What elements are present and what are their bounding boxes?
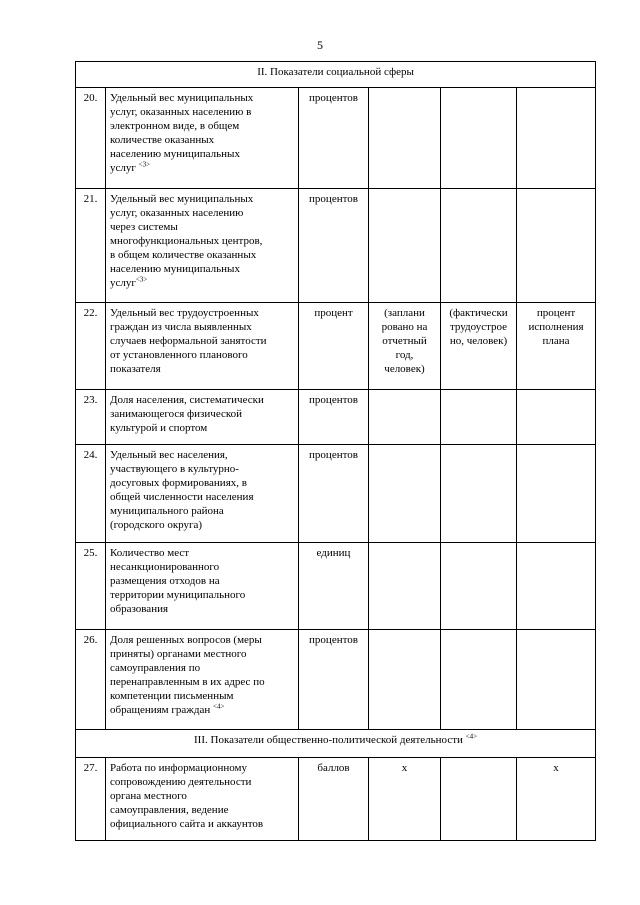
name-line: размещения отходов на bbox=[110, 575, 220, 587]
cell-line: (фактически bbox=[449, 307, 508, 319]
empty-cell bbox=[517, 88, 596, 189]
name-line: Удельный вес населения, bbox=[110, 449, 228, 461]
empty-cell bbox=[369, 390, 441, 445]
name-line: количестве оказанных bbox=[110, 134, 215, 146]
cell-line: отчетный bbox=[382, 335, 427, 347]
name-line: самоуправления, ведение bbox=[110, 804, 229, 816]
name-line: многофункциональных центров, bbox=[110, 235, 263, 247]
empty-cell bbox=[441, 630, 517, 730]
empty-cell bbox=[441, 390, 517, 445]
mark-cell: х bbox=[517, 758, 596, 841]
table-row bbox=[76, 445, 596, 543]
section-title-social: II. Показатели социальной сферы bbox=[76, 62, 596, 88]
name-line: обращениям граждан bbox=[110, 704, 211, 716]
name-line: досуговых формированиях, в bbox=[110, 477, 247, 489]
empty-cell bbox=[369, 445, 441, 543]
unit-cell: единиц bbox=[299, 543, 369, 630]
row-number: 23. bbox=[76, 390, 106, 445]
name-line: сопровождению деятельности bbox=[110, 776, 252, 788]
cell-line: но, человек) bbox=[449, 335, 508, 347]
name-line: компетенции письменным bbox=[110, 690, 234, 702]
cell-line: (заплани bbox=[384, 307, 425, 319]
empty-cell bbox=[517, 445, 596, 543]
table-row bbox=[76, 630, 596, 730]
name-line: несанкционированного bbox=[110, 561, 220, 573]
name-line: услуг, оказанных населению в bbox=[110, 106, 252, 118]
table-row bbox=[76, 543, 596, 630]
name-line: культурой и спортом bbox=[110, 422, 208, 434]
row-number: 25. bbox=[76, 543, 106, 630]
cell-line: трудоустрое bbox=[449, 321, 508, 333]
empty-cell bbox=[517, 630, 596, 730]
name-line: участвующего в культурно- bbox=[110, 463, 239, 475]
indicator-name bbox=[106, 445, 299, 543]
name-line: случаев неформальной занятости bbox=[110, 335, 267, 347]
table-row bbox=[76, 303, 596, 390]
name-line: Доля населения, систематически bbox=[110, 394, 264, 406]
name-line: территории муниципального bbox=[110, 589, 246, 601]
indicators-table bbox=[75, 61, 596, 841]
percent-cell bbox=[517, 303, 596, 390]
indicator-name bbox=[106, 303, 299, 390]
name-line: услуг bbox=[110, 162, 136, 174]
name-line: Доля решенных вопросов (меры bbox=[110, 634, 262, 646]
row-number: 20. bbox=[76, 88, 106, 189]
table-row bbox=[76, 758, 596, 841]
section-title-political: III. Показатели общественно-политической деятельности bbox=[194, 734, 463, 746]
table-row bbox=[76, 390, 596, 445]
page-number: 5 bbox=[317, 38, 323, 52]
unit-cell: баллов bbox=[299, 758, 369, 841]
unit-cell: процентов bbox=[299, 88, 369, 189]
indicator-name bbox=[106, 758, 299, 841]
row-number: 24. bbox=[76, 445, 106, 543]
name-line: органа местного bbox=[110, 790, 187, 802]
unit-cell: процент bbox=[299, 303, 369, 390]
cell-line: год, bbox=[395, 349, 414, 361]
name-line: через системы bbox=[110, 221, 178, 233]
section-row-social bbox=[76, 62, 596, 88]
footnote-ref: <4> bbox=[465, 732, 478, 741]
planned-value-cell bbox=[369, 303, 441, 390]
footnote-ref: <3> bbox=[138, 160, 151, 169]
name-line: самоуправления по bbox=[110, 662, 201, 674]
indicator-name bbox=[106, 390, 299, 445]
empty-cell bbox=[441, 758, 517, 841]
name-line: населению муниципальных bbox=[110, 148, 240, 160]
unit-cell: процентов bbox=[299, 189, 369, 303]
name-line: занимающегося физической bbox=[110, 408, 243, 420]
unit-cell: процентов bbox=[299, 445, 369, 543]
name-line: официального сайта и аккаунтов bbox=[110, 818, 264, 830]
row-number: 21. bbox=[76, 189, 106, 303]
empty-cell bbox=[369, 630, 441, 730]
name-line: показателя bbox=[110, 363, 161, 375]
empty-cell bbox=[441, 445, 517, 543]
indicator-name bbox=[106, 88, 299, 189]
row-number: 22. bbox=[76, 303, 106, 390]
name-line: общей численности населения bbox=[110, 491, 254, 503]
name-line: Удельный вес муниципальных bbox=[110, 193, 254, 205]
footnote-ref: <3> bbox=[135, 275, 148, 284]
table-row bbox=[76, 88, 596, 189]
empty-cell bbox=[517, 390, 596, 445]
name-line: в общем количестве оказанных bbox=[110, 249, 257, 261]
name-line: приняты) органами местного bbox=[110, 648, 247, 660]
name-line: муниципального района bbox=[110, 505, 224, 517]
empty-cell bbox=[369, 543, 441, 630]
name-line: (городского округа) bbox=[110, 519, 203, 531]
empty-cell bbox=[369, 88, 441, 189]
name-line: услуг, оказанных населению bbox=[110, 207, 244, 219]
name-line: Работа по информационному bbox=[110, 762, 247, 774]
actual-value-cell bbox=[441, 303, 517, 390]
name-line: услуг bbox=[110, 277, 136, 289]
name-line: образования bbox=[110, 603, 169, 615]
name-line: населению муниципальных bbox=[110, 263, 240, 275]
empty-cell bbox=[369, 189, 441, 303]
name-line: от установленного планового bbox=[110, 349, 248, 361]
row-number: 26. bbox=[76, 630, 106, 730]
table-row bbox=[76, 189, 596, 303]
cell-line: ровано на bbox=[381, 321, 428, 333]
footnote-ref: <4> bbox=[213, 702, 225, 711]
row-number: 27. bbox=[76, 758, 106, 841]
cell-line: исполнения bbox=[528, 321, 584, 333]
cell-line: плана bbox=[542, 335, 570, 347]
name-line: Удельный вес трудоустроенных bbox=[110, 307, 259, 319]
empty-cell bbox=[441, 189, 517, 303]
indicator-name bbox=[106, 630, 299, 730]
empty-cell bbox=[441, 543, 517, 630]
indicator-name bbox=[106, 189, 299, 303]
empty-cell bbox=[441, 88, 517, 189]
unit-cell: процентов bbox=[299, 630, 369, 730]
name-line: граждан из числа выявленных bbox=[110, 321, 252, 333]
name-line: перенаправленным в их адрес по bbox=[110, 676, 265, 688]
section-row-political bbox=[76, 730, 596, 758]
name-line: Количество мест bbox=[110, 547, 190, 559]
indicator-name bbox=[106, 543, 299, 630]
empty-cell bbox=[517, 189, 596, 303]
name-line: электронном виде, в общем bbox=[110, 120, 240, 132]
empty-cell bbox=[517, 543, 596, 630]
cell-line: человек) bbox=[384, 363, 425, 375]
name-line: Удельный вес муниципальных bbox=[110, 92, 254, 104]
cell-line: процент bbox=[536, 307, 576, 319]
mark-cell: х bbox=[369, 758, 441, 841]
unit-cell: процентов bbox=[299, 390, 369, 445]
